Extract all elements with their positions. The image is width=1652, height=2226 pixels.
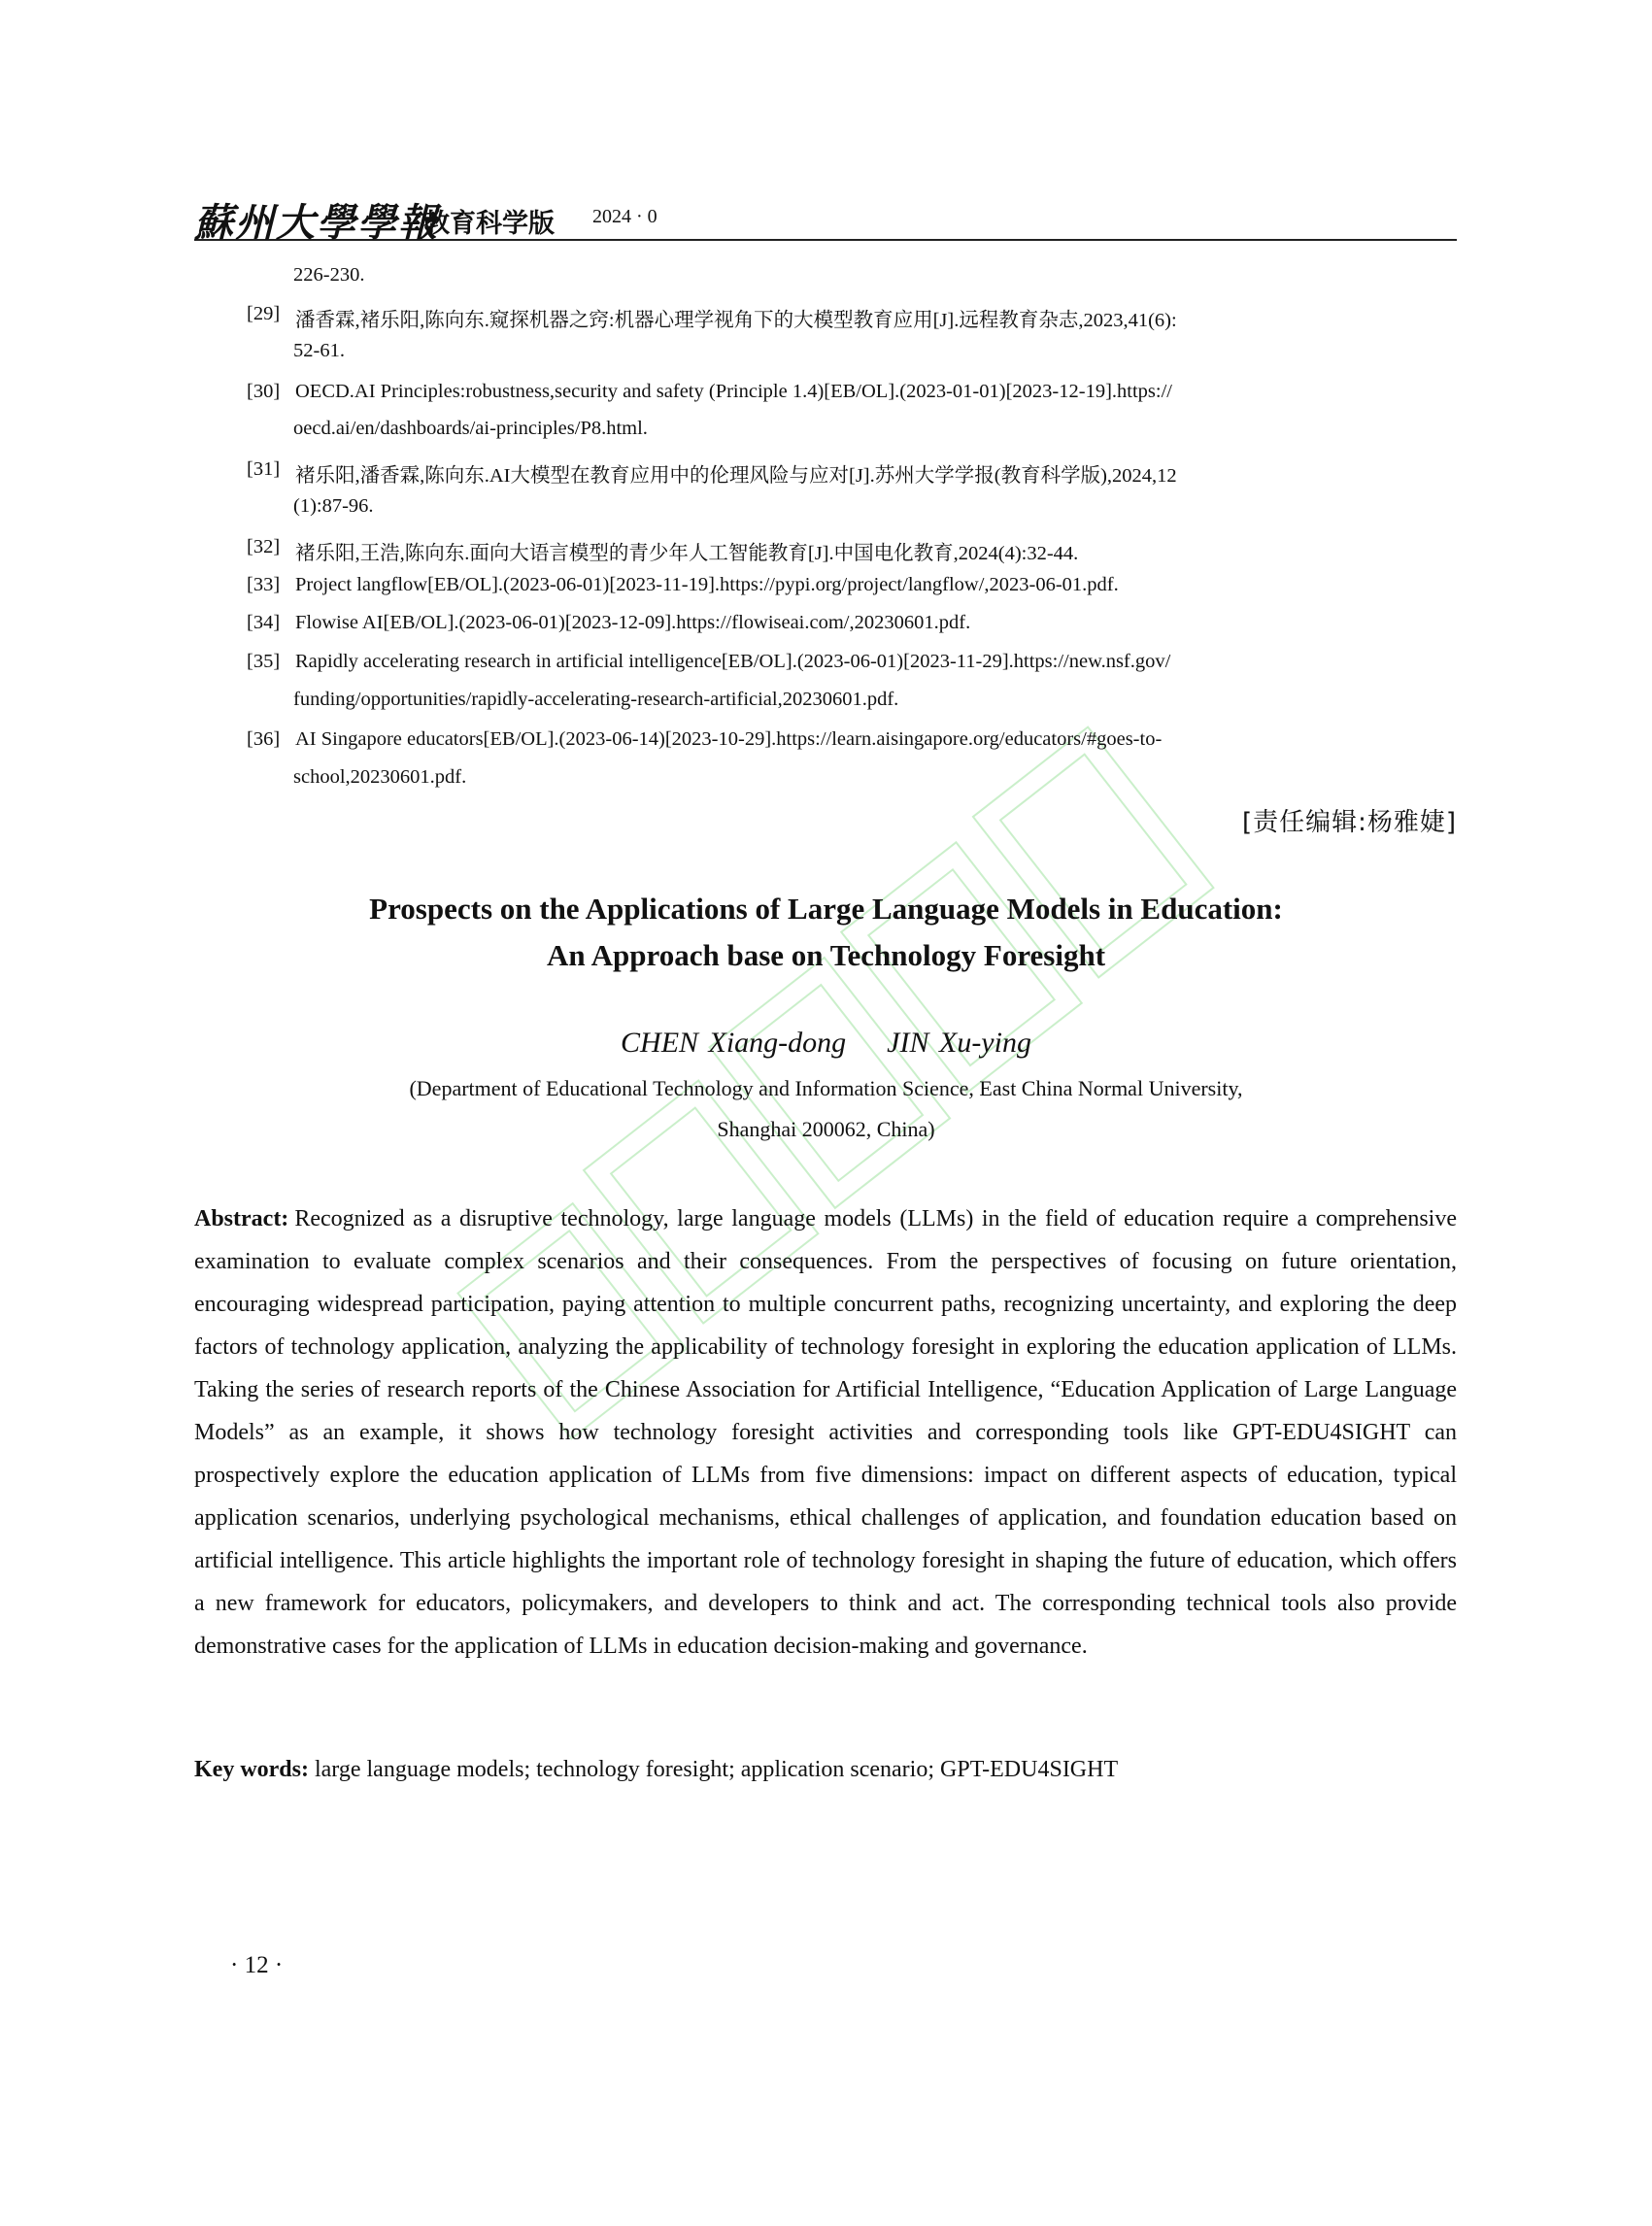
reference-text: 潘香霖,褚乐阳,陈向东.窥探机器之窍:机器心理学视角下的大模型教育应用[J].远程教育杂志,2023,41(6): — [295, 310, 1177, 331]
reference-number: [31] — [247, 458, 281, 480]
reference-number: [34] — [247, 612, 281, 633]
running-header — [194, 192, 1457, 246]
reference-number: [30] — [247, 381, 281, 402]
reference-text: funding/opportunities/rapidly-accelerating-research-artificial,20230601.pdf. — [293, 689, 899, 710]
abstract — [194, 1197, 1457, 1668]
article-title-line1: Prospects on the Applications of Large Language Models in Education: — [369, 892, 1283, 926]
reference-text: oecd.ai/en/dashboards/ai-principles/P8.html. — [293, 418, 648, 439]
reference-text: Project langflow[EB/OL].(2023-06-01)[2023-11-19].https://pypi.org/project/langflow/,2023-06-01.pdf. — [295, 574, 1119, 595]
reference-number: [29] — [247, 303, 281, 324]
affiliation-line1: (Department of Educational Technology and Information Science, East China Normal University, — [409, 1076, 1243, 1100]
reference-text: Flowise AI[EB/OL].(2023-06-01)[2023-12-09].https://flowiseai.com/,20230601.pdf. — [295, 612, 971, 633]
reference-text: Rapidly accelerating research in artificial intelligence[EB/OL].(2023-06-01)[2023-11-29].https://new.nsf.gov/ — [295, 651, 1171, 672]
reference-text: school,20230601.pdf. — [293, 766, 467, 788]
reference-number: [36] — [247, 728, 281, 750]
abstract-text: Recognized as a disruptive technology, large language models (LLMs) in the field of education require a comprehensive examination to evaluate complex scenarios and their consequences. From the perspectives of focusing on future orientation, encouraging widespread participation, paying attention to multiple concurrent paths, recognizing uncertainty, and exploring the deep factors of technology application, analyzing the applicability of technology foresight in exploring the education application of LLMs. Taking the series of research reports of the Chinese Association for Artificial Intelligence, “Education Application of Large Language Models” as an example, it shows how technology foresight activities and corresponding tools like GPT-EDU4SIGHT can prospectively explore the education application of LLMs from five dimensions: impact on different aspects of education, typical application scenarios, underlying psychological mechanisms, ethical challenges of application, and foundation education based on artificial intelligence. This article highlights the important role of technology foresight in shaping the future of education, which offers a new framework for educators, policymakers, and developers to think and act. The corresponding technical tools also provide demonstrative cases for the application of LLMs in education decision-making and governance. — [194, 1206, 1457, 1659]
journal-edition: 教育科学版 — [423, 209, 555, 239]
affiliation-line2: Shanghai 200062, China) — [717, 1117, 935, 1141]
abstract-label: Abstract: — [194, 1206, 289, 1231]
journal-name: 蘇州大學學報 — [194, 200, 439, 246]
keywords — [194, 1757, 1457, 1783]
reference-text: (1):87-96. — [293, 495, 374, 517]
keywords-text: large language models; technology foresight; application scenario; GPT-EDU4SIGHT — [314, 1757, 1119, 1782]
reference-text: 52-61. — [293, 340, 345, 361]
article-title-line2: An Approach base on Technology Foresight — [546, 938, 1106, 972]
reference-number: [35] — [247, 651, 281, 672]
responsible-editor-note: [责任编辑:杨雅婕] — [1241, 808, 1457, 837]
reference-number: [32] — [247, 536, 281, 557]
reference-text: 226-230. — [293, 264, 365, 286]
reference-text: 褚乐阳,王浩,陈向东.面向大语言模型的青少年人工智能教育[J].中国电化教育,2024(4):32-44. — [295, 543, 1079, 564]
page-number: · 12 · — [230, 1952, 284, 1978]
article-authors: CHEN Xiang-dong JIN Xu-ying — [621, 1027, 1031, 1059]
journal-issue: 2024 · 0 — [592, 206, 657, 227]
reference-number: [33] — [247, 574, 281, 595]
reference-text: AI Singapore educators[EB/OL].(2023-06-14)[2023-10-29].https://learn.aisingapore.org/educators/#goes-to- — [295, 728, 1163, 750]
keywords-label: Key words: — [194, 1757, 309, 1782]
reference-text: 褚乐阳,潘香霖,陈向东.AI大模型在教育应用中的伦理风险与应对[J].苏州大学学报(教育科学版),2024,12 — [295, 465, 1177, 487]
reference-text: OECD.AI Principles:robustness,security and safety (Principle 1.4)[EB/OL].(2023-01-01)[2023-12-19].https:// — [295, 381, 1172, 402]
